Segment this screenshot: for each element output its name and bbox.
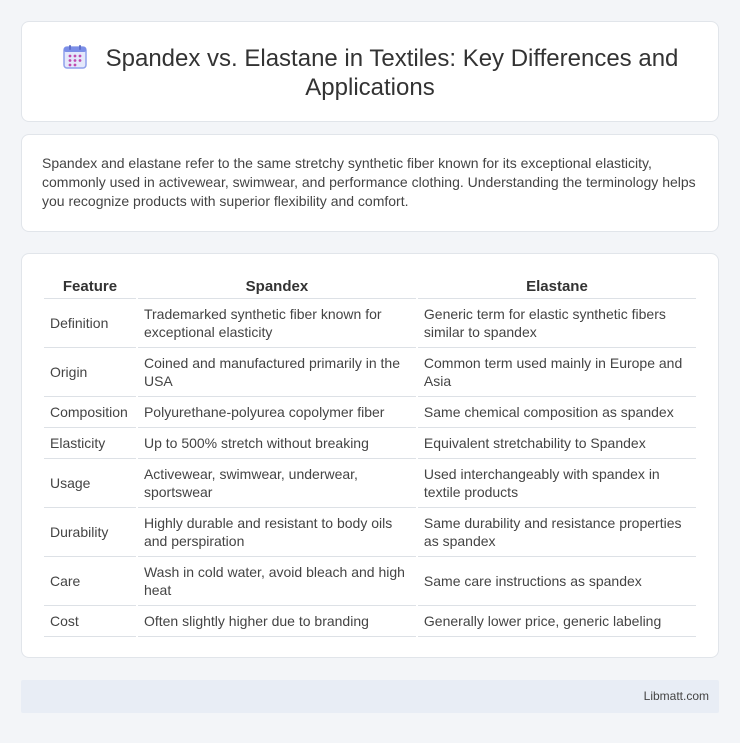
table-header-row [44,274,696,299]
feature-cell: Composition [44,397,136,428]
table-row [44,397,696,428]
spandex-cell: Highly durable and resistant to body oils and perspiration [138,508,416,557]
footer-bar [21,680,719,713]
table-row [44,606,696,637]
elastane-cell: Same chemical composition as spandex [418,397,696,428]
title-card [21,21,719,122]
table-row [44,348,696,397]
spandex-cell: Polyurethane-polyurea copolymer fiber [138,397,416,428]
intro-paragraph: Spandex and elastane refer to the same stretchy synthetic fiber known for its exceptional elasticity, commonly used in activewear, swimwear, and performance clothing. Understanding the terminology helps you recognize products with superior flexibility and comfort. [42,155,696,209]
elastane-cell: Generic term for elastic synthetic fibers similar to spandex [418,299,696,348]
comparison-table-card [21,253,719,658]
intro-card [21,134,719,232]
feature-cell: Usage [44,459,136,508]
elastane-cell: Equivalent stretchability to Spandex [418,428,696,459]
feature-cell: Cost [44,606,136,637]
feature-cell: Definition [44,299,136,348]
spandex-cell: Activewear, swimwear, underwear, sportswear [138,459,416,508]
elastane-cell: Common term used mainly in Europe and Asia [418,348,696,397]
table-row [44,557,696,606]
comparison-table [42,274,698,637]
elastane-cell: Generally lower price, generic labeling [418,606,696,637]
header-spandex: Spandex [138,274,416,299]
table-row [44,459,696,508]
elastane-cell: Same durability and resistance properties as spandex [418,508,696,557]
table-row [44,299,696,348]
spandex-cell: Wash in cold water, avoid bleach and high heat [138,557,416,606]
elastane-cell: Used interchangeably with spandex in textile products [418,459,696,508]
spandex-cell: Up to 500% stretch without breaking [138,428,416,459]
page-title [22,44,718,102]
spandex-cell: Trademarked synthetic fiber known for exceptional elasticity [138,299,416,348]
page-title-text: Spandex vs. Elastane in Textiles: Key Differences and Applications [105,45,679,101]
header-feature: Feature [44,274,136,299]
spandex-cell: Often slightly higher due to branding [138,606,416,637]
elastane-cell: Same care instructions as spandex [418,557,696,606]
feature-cell: Durability [44,508,136,557]
table-row [44,428,696,459]
table-row [44,508,696,557]
feature-cell: Origin [44,348,136,397]
feature-cell: Care [44,557,136,606]
feature-cell: Elasticity [44,428,136,459]
spandex-cell: Coined and manufactured primarily in the USA [138,348,416,397]
calendar-grid-icon [62,44,88,70]
footer-brand[interactable]: Libmatt.com [643,689,709,703]
header-elastane: Elastane [418,274,696,299]
